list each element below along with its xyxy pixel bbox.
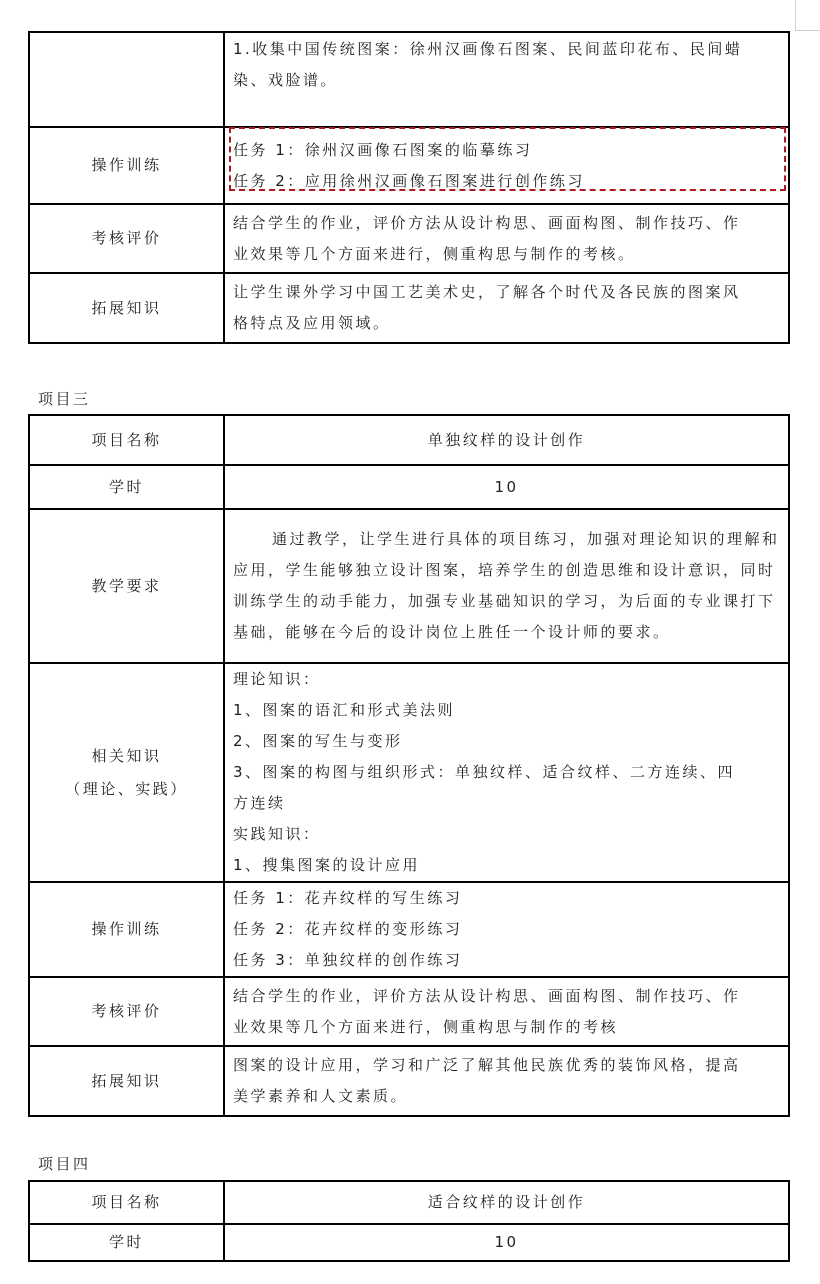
table-row — [29, 32, 789, 127]
content-cell — [224, 509, 789, 663]
text-line: 任务 2：花卉纹样的变形练习 — [233, 920, 463, 938]
content-cell — [224, 32, 789, 127]
row-label-empty — [29, 32, 224, 127]
table-row — [29, 1181, 789, 1224]
teaching-requirements-label: 教学要求 — [29, 509, 224, 663]
highlight-annotation-box — [229, 127, 786, 191]
text-line: 1、搜集图案的设计应用 — [233, 856, 421, 874]
content-cell — [224, 204, 789, 273]
related-knowledge-label — [29, 663, 224, 882]
table-row — [29, 273, 789, 343]
row-label-assessment: 考核评价 — [29, 204, 224, 273]
hours-value: 10 — [224, 465, 789, 509]
table-row — [29, 663, 789, 882]
related-knowledge-label-line1: 相关知识 — [91, 746, 162, 765]
text-line: 方连续 — [233, 794, 286, 812]
text-line: 实践知识： — [233, 825, 321, 843]
assessment-label: 考核评价 — [29, 977, 224, 1046]
content-cell — [224, 882, 789, 977]
row-label-extension: 拓展知识 — [29, 273, 224, 343]
project3-table — [28, 414, 790, 1117]
project-name-label: 项目名称 — [29, 415, 224, 465]
text-line: 染、戏脸谱。 — [233, 71, 339, 89]
table-row — [29, 204, 789, 273]
hours-value: 10 — [224, 1224, 789, 1261]
text-line: 任务 1：徐州汉画像石图案的临摹练习 — [233, 140, 533, 159]
table-row — [29, 415, 789, 465]
text-line: 业效果等几个方面来进行，侧重构思与制作的考核 — [233, 1017, 619, 1036]
text-line: 1、图案的语汇和形式美法则 — [233, 701, 456, 719]
content-cell — [224, 1046, 789, 1116]
related-knowledge-label-line2: （理论、实践） — [65, 779, 188, 798]
text-line: 结合学生的作业，评价方法从设计构思、画面构图、制作技巧、作 — [233, 213, 741, 232]
text-line: 任务 2：应用徐州汉画像石图案进行创作练习 — [233, 171, 585, 190]
row-label-training: 操作训练 — [29, 127, 224, 204]
extension-knowledge-label: 拓展知识 — [29, 1046, 224, 1116]
content-cell — [224, 663, 789, 882]
teaching-requirements-text: 通过教学，让学生进行具体的项目练习，加强对理论知识的理解和应用，学生能够独立设计图案，培养学生的创造思维和设计意识，同时训练学生的动手能力，加强专业基础知识的学习，为后面的专业课打下基础，能够在今后的设计岗位上胜任一个设计师的要求。 — [233, 530, 780, 641]
text-line: 理论知识： — [233, 670, 321, 688]
content-cell — [224, 977, 789, 1046]
text-line: 1.收集中国传统图案：徐州汉画像石图案、民间蓝印花布、民间蜡 — [233, 40, 743, 58]
text-line: 3、图案的构图与组织形式：单独纹样、适合纹样、二方连续、四 — [233, 763, 736, 781]
text-line: 图案的设计应用，学习和广泛了解其他民族优秀的装饰风格，提高 — [233, 1056, 741, 1074]
page-edge — [795, 0, 820, 31]
text-line: 美学素养和人文素质。 — [233, 1087, 409, 1105]
project4-heading: 项目四 — [38, 1155, 91, 1173]
table-row — [29, 977, 789, 1046]
text-line: 2、图案的写生与变形 — [233, 732, 403, 750]
text-line: 结合学生的作业，评价方法从设计构思、画面构图、制作技巧、作 — [233, 986, 741, 1005]
text-line: 任务 3：单独纹样的创作练习 — [233, 951, 463, 969]
text-line: 让学生课外学习中国工艺美术史，了解各个时代及各民族的图案风 — [233, 283, 741, 301]
table-row — [29, 1046, 789, 1116]
text-line: 格特点及应用领域。 — [233, 314, 391, 332]
project-name-value: 单独纹样的设计创作 — [224, 415, 789, 465]
operation-training-label: 操作训练 — [29, 882, 224, 977]
table-row — [29, 882, 789, 977]
text-line: 业效果等几个方面来进行，侧重构思与制作的考核。 — [233, 244, 636, 263]
project3-heading: 项目三 — [38, 390, 91, 408]
project-name-label: 项目名称 — [29, 1181, 224, 1224]
table-row — [29, 465, 789, 509]
project-name-value: 适合纹样的设计创作 — [224, 1181, 789, 1224]
table-row — [29, 509, 789, 663]
content-cell — [224, 273, 789, 343]
text-line: 任务 1：花卉纹样的写生练习 — [233, 889, 463, 907]
table-row — [29, 1224, 789, 1261]
project4-table — [28, 1180, 790, 1262]
hours-label: 学时 — [29, 465, 224, 509]
hours-label: 学时 — [29, 1224, 224, 1261]
